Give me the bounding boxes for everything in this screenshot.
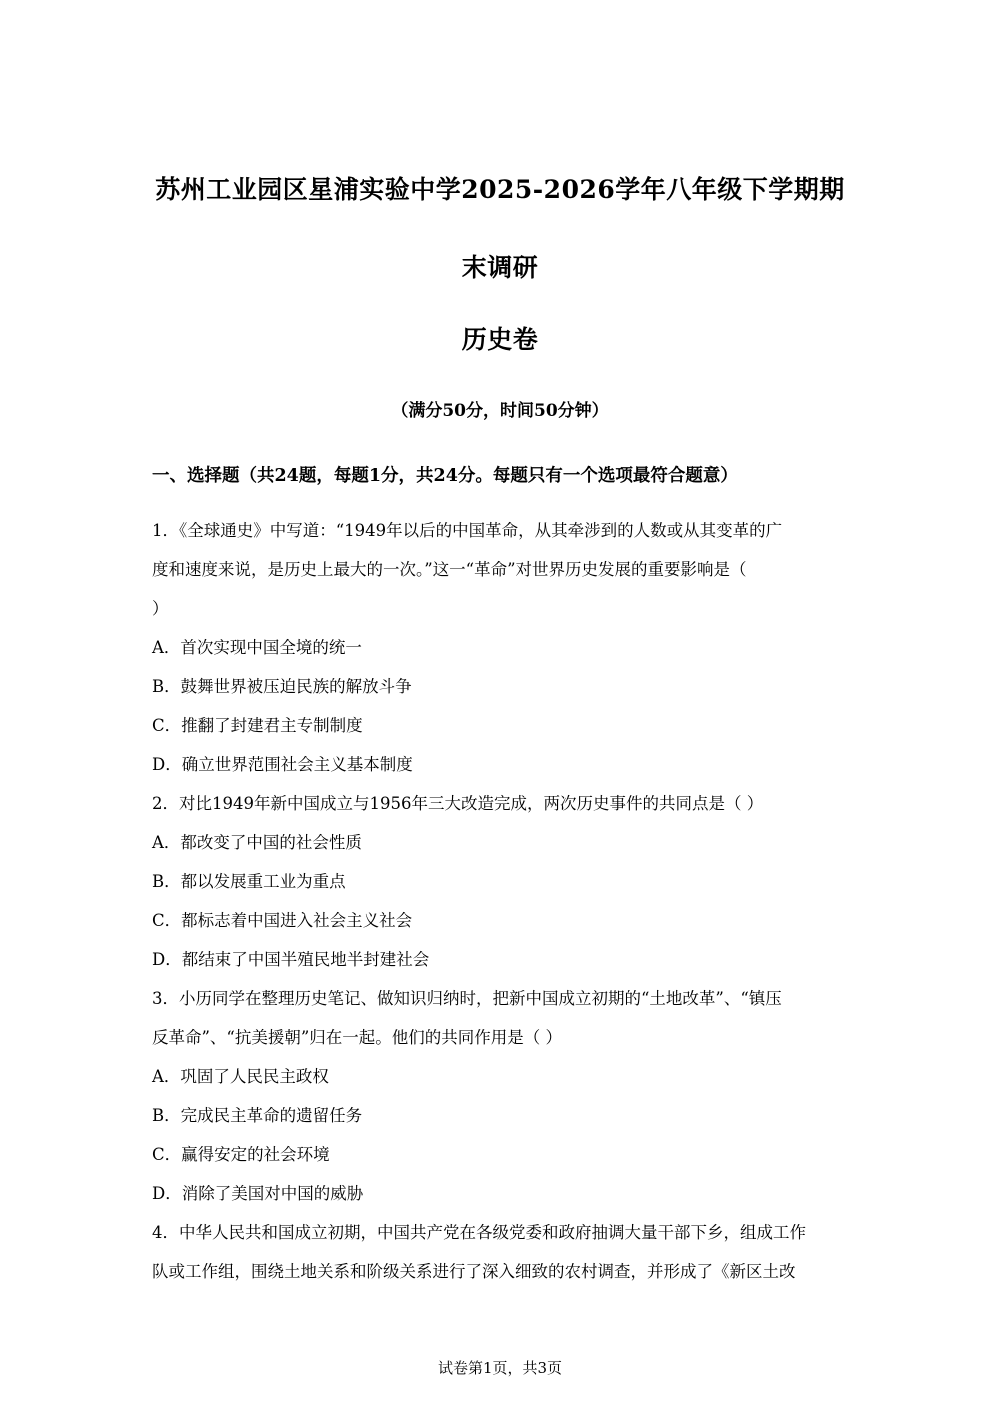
section-heading: 一、选择题（共24题，每题1分，共24分。每题只有一个选项最符合题意） (152, 466, 738, 486)
question-3-option-d: D．消除了美国对中国的威胁 (152, 1184, 364, 1203)
question-1-option-a: A．首次实现中国全境的统一 (152, 638, 362, 657)
question-1-option-d: D．确立世界范围社会主义基本制度 (152, 755, 413, 774)
question-2-option-d: D．都结束了中国半殖民地半封建社会 (152, 950, 430, 969)
question-1-option-c: C．推翻了封建君主专制制度 (152, 716, 363, 735)
question-1-stem-line-3: ） (152, 599, 169, 618)
question-1-stem-line-1: 1．《全球通史》中写道：“1949年以后的中国革命，从其牵涉到的人数或从其变革的广 (152, 521, 783, 540)
question-3-stem-line-1: 3．小历同学在整理历史笔记、做知识归纳时，把新中国成立初期的“土地改革”、“镇压 (152, 989, 782, 1008)
question-3-stem-line-2: 反革命”、“抗美援朝”归在一起。他们的共同作用是（ ） (152, 1028, 563, 1047)
page-footer: 试卷第1页，共3页 (437, 1359, 563, 1377)
question-3-option-a: A．巩固了人民民主政权 (152, 1067, 329, 1086)
question-4-stem-line-1: 4．中华人民共和国成立初期，中国共产党在各级党委和政府抽调大量干部下乡，组成工作 (152, 1223, 806, 1242)
exam-subject: 历史卷 (461, 325, 539, 354)
question-4-stem-line-2: 队或工作组，围绕土地关系和阶级关系进行了深入细致的农村调查，并形成了《新区土改 (152, 1262, 796, 1281)
exam-title-line-2: 末调研 (461, 253, 539, 282)
question-2-option-a: A．都改变了中国的社会性质 (152, 833, 362, 852)
question-2-option-b: B．都以发展重工业为重点 (152, 872, 346, 891)
question-2-stem-line-1: 2．对比1949年新中国成立与1956年三大改造完成，两次历史事件的共同点是（ ） (152, 794, 764, 813)
question-1-stem-line-2: 度和速度来说，是历史上最大的一次。”这一“革命”对世界历史发展的重要影响是（ (152, 560, 747, 579)
exam-title-line-1: 苏州工业园区星浦实验中学2025-2026学年八年级下学期期 (155, 175, 845, 204)
exam-score-time: （满分50分，时间50分钟） (391, 401, 609, 421)
question-1-option-b: B．鼓舞世界被压迫民族的解放斗争 (152, 677, 412, 696)
question-2-option-c: C．都标志着中国进入社会主义社会 (152, 911, 413, 930)
question-3-option-c: C．赢得安定的社会环境 (152, 1145, 330, 1164)
question-3-option-b: B．完成民主革命的遗留任务 (152, 1106, 363, 1125)
